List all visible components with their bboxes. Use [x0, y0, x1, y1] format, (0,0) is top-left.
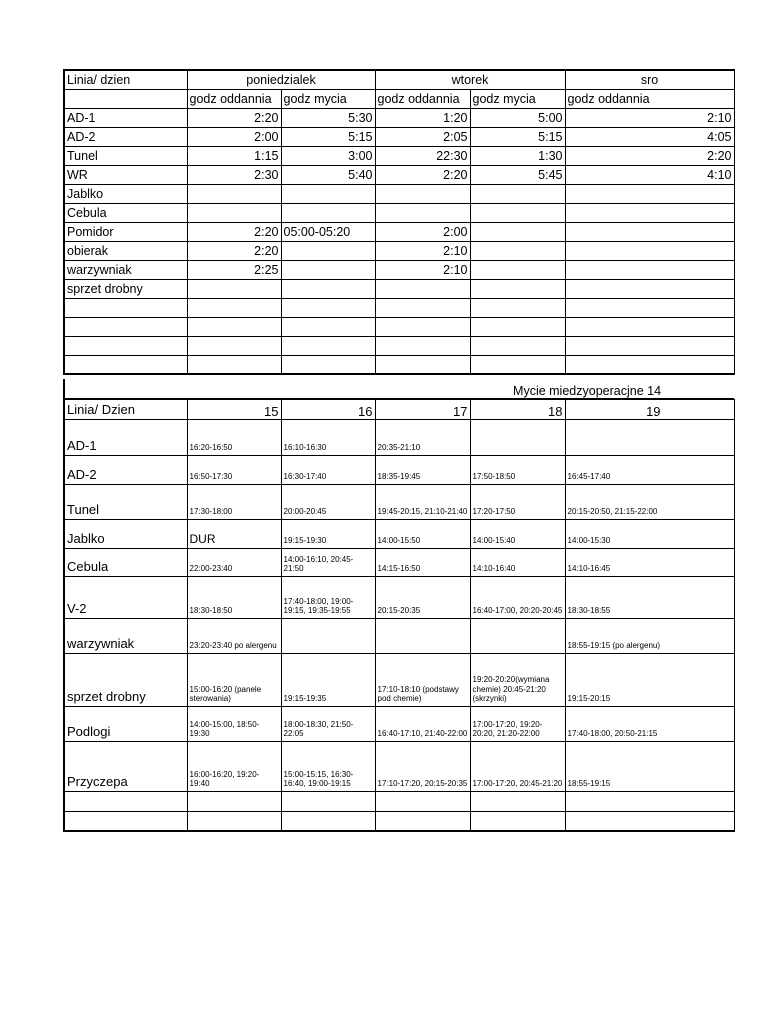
table-row	[64, 165, 734, 184]
time-cell: 2:20	[375, 165, 470, 184]
day-header: poniedzialek	[187, 70, 375, 89]
time-cell: 18:30-18:50	[187, 576, 281, 618]
time-cell: 17:10-17:20, 20:15-20:35	[375, 741, 470, 791]
time-cell: 20:00-20:45	[281, 484, 375, 519]
time-cell: 16:00-16:20, 19:20-19:40	[187, 741, 281, 791]
time-cell: 5:40	[281, 165, 375, 184]
table-row	[64, 519, 734, 548]
time-cell	[470, 419, 565, 455]
time-cell	[565, 241, 734, 260]
table-row	[64, 298, 734, 317]
line-label: sprzet drobny	[64, 279, 187, 298]
table-row	[64, 146, 734, 165]
time-cell: 3:00	[281, 146, 375, 165]
time-cell: 1:15	[187, 146, 281, 165]
table-row	[64, 484, 734, 519]
time-cell	[565, 317, 734, 336]
time-cell: 2:20	[187, 108, 281, 127]
table-row	[64, 576, 734, 618]
time-cell: 2:20	[187, 241, 281, 260]
table-row	[64, 355, 734, 374]
table-row	[64, 618, 734, 653]
time-cell	[187, 811, 281, 831]
day-header-row	[64, 70, 734, 89]
time-cell: 17:00-17:20, 19:20-20:20, 21:20-22:00	[470, 706, 565, 741]
day-header: sro	[565, 70, 734, 89]
time-cell	[281, 791, 375, 811]
time-cell	[565, 184, 734, 203]
time-cell: 5:00	[470, 108, 565, 127]
line-label	[64, 298, 187, 317]
sub-header-row	[64, 89, 734, 108]
table-row	[64, 548, 734, 576]
time-cell	[375, 317, 470, 336]
line-label: warzywniak	[64, 260, 187, 279]
time-cell: 17:20-17:50	[470, 484, 565, 519]
table-row	[64, 455, 734, 484]
time-cell	[375, 811, 470, 831]
time-cell	[565, 260, 734, 279]
time-cell	[470, 811, 565, 831]
time-cell: 14:10-16:45	[565, 548, 734, 576]
time-cell	[470, 184, 565, 203]
sub-header: godz mycia	[470, 89, 565, 108]
time-cell	[187, 336, 281, 355]
interop-table	[63, 379, 735, 832]
line-label: AD-2	[64, 455, 187, 484]
schedule-table	[63, 69, 735, 375]
time-cell	[281, 260, 375, 279]
line-label: Jablko	[64, 184, 187, 203]
time-cell	[375, 618, 470, 653]
time-cell: 2:10	[565, 108, 734, 127]
time-cell: 14:00-16:10, 20:45-21:50	[281, 548, 375, 576]
line-label: WR	[64, 165, 187, 184]
time-cell	[375, 184, 470, 203]
time-cell: 1:30	[470, 146, 565, 165]
sub-header: godz oddannia	[187, 89, 281, 108]
line-label: Cebula	[64, 203, 187, 222]
day-number: 16	[281, 399, 375, 419]
day-number: 15	[187, 399, 281, 419]
table-row	[64, 706, 734, 741]
line-label: AD-1	[64, 108, 187, 127]
time-cell	[187, 791, 281, 811]
time-cell	[565, 279, 734, 298]
time-cell: 14:00-15:40	[470, 519, 565, 548]
time-cell	[281, 618, 375, 653]
sub-header: godz oddannia	[565, 89, 734, 108]
time-cell: 2:20	[187, 222, 281, 241]
line-label: warzywniak	[64, 618, 187, 653]
title-row	[64, 379, 734, 399]
empty-cell	[64, 89, 187, 108]
time-cell	[470, 203, 565, 222]
line-label: Jablko	[64, 519, 187, 548]
time-cell	[281, 298, 375, 317]
table-row	[64, 127, 734, 146]
line-label	[64, 811, 187, 831]
time-cell: 5:30	[281, 108, 375, 127]
time-cell	[565, 355, 734, 374]
day-header-row	[64, 399, 734, 419]
time-cell	[470, 317, 565, 336]
time-cell: 19:45-20:15, 21:10-21:40	[375, 484, 470, 519]
time-cell: 16:10-16:30	[281, 419, 375, 455]
line-label	[64, 355, 187, 374]
time-cell: 17:00-17:20, 20:45-21:20	[470, 741, 565, 791]
line-label: Podlogi	[64, 706, 187, 741]
time-cell: 4:10	[565, 165, 734, 184]
time-cell: 18:35-19:45	[375, 455, 470, 484]
time-cell: 2:10	[375, 260, 470, 279]
time-cell: 05:00-05:20	[281, 222, 375, 241]
time-cell: 16:40-17:00, 20:20-20:45	[470, 576, 565, 618]
time-cell	[565, 222, 734, 241]
time-cell	[281, 355, 375, 374]
table-row	[64, 241, 734, 260]
time-cell	[375, 336, 470, 355]
time-cell: 20:35-21:10	[375, 419, 470, 455]
time-cell: 19:15-19:30	[281, 519, 375, 548]
time-cell	[470, 279, 565, 298]
time-cell	[470, 298, 565, 317]
time-cell	[375, 298, 470, 317]
time-cell	[281, 279, 375, 298]
time-cell: 15:00-15:15, 16:30-16:40, 19:00-19:15	[281, 741, 375, 791]
time-cell: 2:30	[187, 165, 281, 184]
line-label: Tunel	[64, 484, 187, 519]
time-cell	[470, 355, 565, 374]
time-cell: 19:20-20:20(wymiana chemie) 20:45-21:20 (skrzynki)	[470, 653, 565, 706]
time-cell	[281, 336, 375, 355]
time-cell: 2:25	[187, 260, 281, 279]
time-cell: 18:55-19:15	[565, 741, 734, 791]
corner-label: Linia/ dzien	[64, 70, 187, 89]
time-cell	[281, 317, 375, 336]
day-number: 18	[470, 399, 565, 419]
time-cell: 2:00	[375, 222, 470, 241]
time-cell: 14:00-15:30	[565, 519, 734, 548]
table-row	[64, 811, 734, 831]
time-cell	[375, 279, 470, 298]
time-cell: 17:40-18:00, 20:50-21:15	[565, 706, 734, 741]
time-cell	[281, 241, 375, 260]
line-label: V-2	[64, 576, 187, 618]
time-cell	[470, 260, 565, 279]
table-row	[64, 317, 734, 336]
time-cell: 14:15-16:50	[375, 548, 470, 576]
time-cell: 5:15	[281, 127, 375, 146]
time-cell: 14:00-15:00, 18:50-19:30	[187, 706, 281, 741]
day-number: 17	[375, 399, 470, 419]
time-cell: 18:00-18:30, 21:50-22:05	[281, 706, 375, 741]
time-cell	[470, 336, 565, 355]
schedule-sheet	[63, 69, 732, 381]
time-cell	[375, 791, 470, 811]
line-label	[64, 336, 187, 355]
time-cell: 18:30-18:55	[565, 576, 734, 618]
time-cell: 16:40-17:10, 21:40-22:00	[375, 706, 470, 741]
line-label	[64, 317, 187, 336]
line-label: AD-1	[64, 419, 187, 455]
line-label: Pomidor	[64, 222, 187, 241]
time-cell: 2:20	[565, 146, 734, 165]
time-cell: 2:05	[375, 127, 470, 146]
table-row	[64, 336, 734, 355]
time-cell	[565, 811, 734, 831]
table-row	[64, 741, 734, 791]
table-row	[64, 791, 734, 811]
time-cell: 17:30-18:00	[187, 484, 281, 519]
time-cell: 20:15-20:35	[375, 576, 470, 618]
time-cell	[281, 811, 375, 831]
time-cell: 4:05	[565, 127, 734, 146]
time-cell: 17:10-18:10 (podstawy pod chemie)	[375, 653, 470, 706]
section-title: Mycie miedzyoperacjne 14	[64, 379, 734, 399]
time-cell: 5:45	[470, 165, 565, 184]
time-cell	[565, 336, 734, 355]
time-cell	[187, 317, 281, 336]
table-row	[64, 108, 734, 127]
time-cell	[470, 791, 565, 811]
time-cell: 22:00-23:40	[187, 548, 281, 576]
corner-label: Linia/ Dzien	[64, 399, 187, 419]
time-cell: 19:15-20:15	[565, 653, 734, 706]
time-cell	[187, 184, 281, 203]
time-cell	[470, 222, 565, 241]
time-cell: 2:10	[375, 241, 470, 260]
time-cell	[565, 791, 734, 811]
line-label: sprzet drobny	[64, 653, 187, 706]
line-label: Przyczepa	[64, 741, 187, 791]
time-cell	[565, 298, 734, 317]
time-cell	[281, 203, 375, 222]
time-cell: 18:55-19:15 (po alergenu)	[565, 618, 734, 653]
time-cell: 2:00	[187, 127, 281, 146]
time-cell: 19:15-19:35	[281, 653, 375, 706]
time-cell: 14:00-15:50	[375, 519, 470, 548]
time-cell: 16:20-16:50	[187, 419, 281, 455]
time-cell: 16:45-17:40	[565, 455, 734, 484]
time-cell	[375, 203, 470, 222]
time-cell: 22:30	[375, 146, 470, 165]
time-cell	[470, 618, 565, 653]
line-label	[64, 791, 187, 811]
line-label: AD-2	[64, 127, 187, 146]
day-header: wtorek	[375, 70, 565, 89]
table-row	[64, 279, 734, 298]
line-label: Tunel	[64, 146, 187, 165]
time-cell: 20:15-20:50, 21:15-22:00	[565, 484, 734, 519]
line-label: Cebula	[64, 548, 187, 576]
line-label: obierak	[64, 241, 187, 260]
time-cell: 15:00-16:20 (panele sterowania)	[187, 653, 281, 706]
time-cell	[187, 203, 281, 222]
time-cell	[565, 203, 734, 222]
table-row	[64, 260, 734, 279]
time-cell: 14:10-16:40	[470, 548, 565, 576]
time-cell	[187, 279, 281, 298]
time-cell	[281, 184, 375, 203]
time-cell	[375, 355, 470, 374]
time-cell: 23:20-23:40 po alergenu	[187, 618, 281, 653]
sub-header: godz oddannia	[375, 89, 470, 108]
time-cell	[187, 355, 281, 374]
table-row	[64, 653, 734, 706]
table-row	[64, 222, 734, 241]
time-cell: 17:50-18:50	[470, 455, 565, 484]
time-cell: DUR	[187, 519, 281, 548]
interop-sheet	[63, 379, 660, 831]
time-cell	[470, 241, 565, 260]
time-cell: 16:50-17:30	[187, 455, 281, 484]
time-cell	[565, 419, 734, 455]
time-cell: 5:15	[470, 127, 565, 146]
table-row	[64, 184, 734, 203]
table-row	[64, 203, 734, 222]
table-row	[64, 419, 734, 455]
time-cell: 16:30-17:40	[281, 455, 375, 484]
sub-header: godz mycia	[281, 89, 375, 108]
time-cell: 17:40-18:00, 19:00-19:15, 19:35-19:55	[281, 576, 375, 618]
time-cell	[187, 298, 281, 317]
day-number: 19	[565, 399, 734, 419]
time-cell: 1:20	[375, 108, 470, 127]
